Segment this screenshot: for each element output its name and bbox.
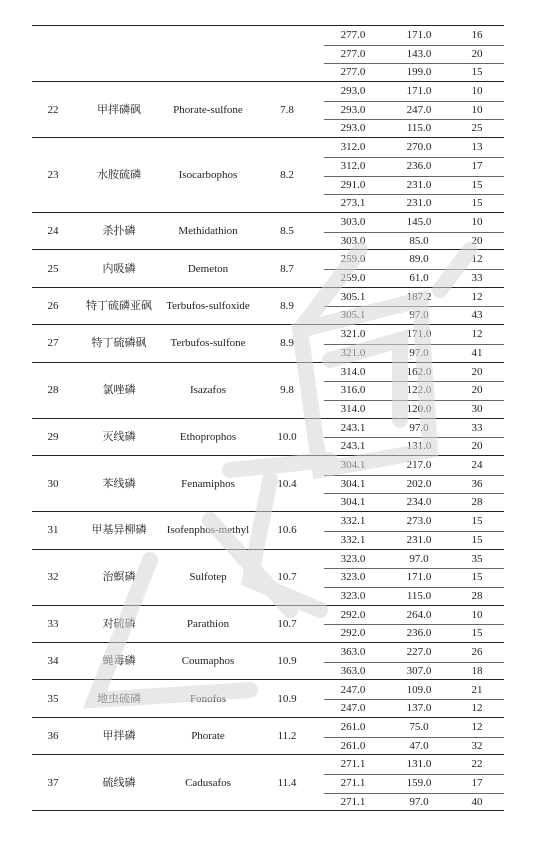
collision-energy: 36 [471,477,483,490]
precursor-ion: 291.0 [340,178,366,191]
retention-time: 10.9 [277,692,297,705]
english-name: Methidathion [178,225,238,238]
collision-energy: 43 [471,309,483,322]
product-ion: 97.0 [409,795,429,808]
precursor-ion: 247.0 [340,702,366,715]
collision-energy: 16 [471,29,483,41]
inner-rule [324,344,504,345]
ion-pair-row [32,419,504,438]
precursor-ion: 273.1 [340,197,366,210]
product-ion: 159.0 [406,776,432,789]
ion-pair-row [32,325,504,344]
english-name: Terbufos-sulfoxide [166,299,250,312]
precursor-ion: 321.0 [340,346,366,359]
retention-time: 11.2 [277,730,297,743]
collision-energy: 12 [471,702,483,715]
precursor-ion: 292.0 [340,608,366,621]
precursor-ion: 363.0 [340,664,366,677]
english-name: Isocarbophos [178,169,238,182]
product-ion: 137.0 [406,702,432,715]
precursor-ion: 277.0 [340,66,366,79]
table-row [32,606,504,643]
product-ion: 217.0 [406,459,432,472]
inner-rule [324,793,504,794]
collision-energy: 28 [471,496,483,509]
chinese-name: 水胺硫磷 [97,169,141,182]
row-number: 24 [47,225,59,238]
precursor-ion: 304.1 [340,496,366,509]
precursor-ion: 261.0 [340,720,366,733]
precursor-ion: 305.1 [340,309,366,322]
collision-energy: 40 [471,795,483,808]
retention-time: 7.8 [280,103,294,116]
collision-energy: 12 [471,290,483,303]
ion-pair-row [32,643,504,662]
precursor-ion: 277.0 [340,29,366,41]
english-name: Parathion [186,617,230,630]
product-ion: 231.0 [406,178,432,191]
precursor-ion: 292.0 [340,627,366,640]
inner-rule [324,624,504,625]
precursor-ion: 277.0 [340,47,366,60]
row-number: 23 [47,169,59,182]
inner-rule [324,774,504,775]
retention-time: 8.9 [280,299,294,312]
collision-energy: 15 [471,533,483,546]
precursor-ion: 247.0 [340,683,366,696]
product-ion: 236.0 [406,159,432,172]
product-ion: 122.0 [406,384,432,397]
row-number: 30 [47,477,59,490]
collision-energy: 20 [471,234,483,247]
chinese-name: 甲拌磷砜 [97,103,141,116]
collision-energy: 10 [471,85,483,98]
precursor-ion: 323.0 [340,552,366,565]
inner-rule [324,119,504,120]
product-ion: 97.0 [409,309,429,322]
precursor-ion: 314.0 [340,365,366,378]
collision-energy: 15 [471,178,483,191]
english-name: Sulfotep [189,571,227,584]
inner-rule [324,437,504,438]
retention-time: 10.9 [277,655,297,668]
collision-energy: 22 [471,758,483,771]
ion-pair-row [32,662,504,681]
row-number: 22 [47,103,59,116]
product-ion: 227.0 [406,646,432,659]
retention-time: 10.4 [277,477,297,490]
product-ion: 162.0 [406,365,432,378]
collision-energy: 26 [471,646,483,659]
table-row [32,325,504,362]
product-ion: 131.0 [406,758,432,771]
ion-pair-row [32,138,504,157]
ion-pair-row [32,400,504,419]
retention-time: 8.2 [280,169,294,182]
precursor-ion: 271.1 [340,795,366,808]
ion-pair-row [32,119,504,138]
inner-rule [324,475,504,476]
retention-time: 10.7 [277,617,297,630]
row-number: 28 [47,384,59,397]
chinese-name: 苯线磷 [102,477,136,490]
row-number: 32 [47,571,59,584]
collision-energy: 10 [471,216,483,228]
precursor-ion: 243.1 [340,421,366,434]
english-name: Coumaphos [181,655,235,668]
chinese-name: 甲拌磷 [102,730,136,743]
ion-pair-row [32,755,504,774]
inner-rule [324,269,504,270]
table-row [32,512,504,549]
precursor-ion: 312.0 [340,141,366,154]
ion-pair-row [32,568,504,587]
product-ion: 89.0 [409,253,429,266]
precursor-ion: 261.0 [340,739,366,752]
chinese-name: 治螟磷 [102,571,136,584]
english-name: Phorate-sulfone [173,103,243,116]
collision-energy: 20 [471,47,483,60]
ion-pair-row [32,681,504,700]
inner-rule [324,381,504,382]
collision-energy: 32 [471,739,483,752]
row-number: 37 [47,776,59,789]
product-ion: 231.0 [406,533,432,546]
precursor-ion: 321.0 [340,328,366,341]
product-ion: 264.0 [406,608,432,621]
precursor-ion: 259.0 [340,253,366,266]
retention-time: 8.9 [280,337,294,350]
chinese-name: 特丁硫磷亚砜 [86,299,152,312]
product-ion: 171.0 [406,29,432,41]
ion-pair-row [32,437,504,456]
row-number: 36 [47,730,59,743]
retention-time: 8.7 [280,262,294,275]
product-ion: 236.0 [406,627,432,640]
collision-energy: 24 [471,459,483,472]
retention-time: 10.0 [277,430,297,443]
product-ion: 97.0 [409,552,429,565]
precursor-ion: 293.0 [340,85,366,98]
chinese-name: 特丁硫磷砜 [91,337,147,350]
product-ion: 273.0 [406,515,432,528]
ion-pair-row [32,456,504,475]
ion-pair-row [32,194,504,213]
collision-energy: 35 [471,552,483,565]
precursor-ion: 323.0 [340,589,366,602]
collision-energy: 13 [471,141,483,154]
precursor-ion: 271.1 [340,758,366,771]
collision-energy: 21 [471,683,483,696]
collision-energy: 30 [471,402,483,415]
inner-rule [324,194,504,195]
retention-time: 10.6 [277,524,297,537]
product-ion: 61.0 [409,272,429,285]
product-ion: 131.0 [406,440,432,453]
ion-pair-row [32,288,504,307]
collision-energy: 28 [471,589,483,602]
row-number: 33 [47,617,59,630]
table-row [32,419,504,456]
ion-pair-row [32,531,504,550]
precursor-ion: 303.0 [340,216,366,228]
precursor-ion: 305.1 [340,290,366,303]
product-ion: 171.0 [406,571,432,584]
ion-pair-row [32,306,504,325]
row-number: 35 [47,692,59,705]
table-row [32,363,504,419]
precursor-ion: 316.0 [340,384,366,397]
table-row [32,456,504,512]
collision-energy: 20 [471,440,483,453]
collision-energy: 41 [471,346,483,359]
collision-energy: 12 [471,328,483,341]
chinese-name: 硫线磷 [102,776,136,789]
collision-energy: 15 [471,627,483,640]
ion-pair-row [32,699,504,718]
collision-energy: 17 [471,776,483,789]
collision-energy: 20 [471,365,483,378]
table-row [32,681,504,718]
product-ion: 171.0 [406,85,432,98]
collision-energy: 15 [471,197,483,210]
ion-pair-row [32,550,504,569]
product-ion: 231.0 [406,197,432,210]
collision-energy: 12 [471,253,483,266]
collision-energy: 10 [471,103,483,116]
chinese-name: 灭线磷 [102,430,136,443]
inner-rule [324,400,504,401]
inner-rule [324,493,504,494]
chinese-name: 蝇毒磷 [102,655,136,668]
product-ion: 109.0 [406,683,432,696]
precursor-ion: 293.0 [340,122,366,135]
chinese-name: 杀扑磷 [102,225,136,238]
ion-pair-row [32,63,504,82]
product-ion: 187.2 [406,290,432,303]
english-name: Fonofos [189,692,227,705]
ion-pair-row [32,624,504,643]
ion-pair-row [32,250,504,269]
inner-rule [324,306,504,307]
precursor-ion: 314.0 [340,402,366,415]
english-name: Ethoprophos [179,430,237,443]
table-row [32,138,504,213]
table-row [32,643,504,680]
row-number: 26 [47,299,59,312]
english-name: Demeton [187,262,229,275]
precursor-ion: 304.1 [340,477,366,490]
inner-rule [324,662,504,663]
precursor-ion: 293.0 [340,103,366,116]
ion-pair-row [32,774,504,793]
ion-pair-row [32,344,504,363]
product-ion: 75.0 [409,720,429,733]
english-name: Terbufos-sulfone [170,337,246,350]
chinese-name: 内吸磷 [102,262,136,275]
ion-pair-row [32,737,504,756]
product-ion: 115.0 [406,589,432,602]
ion-pair-row [32,512,504,531]
row-number: 27 [47,337,59,350]
ion-pair-row [32,82,504,101]
ion-pair-row [32,493,504,512]
ion-pair-row [32,381,504,400]
ion-pair-row [32,101,504,120]
inner-rule [324,699,504,700]
inner-rule [324,737,504,738]
precursor-ion: 304.1 [340,459,366,472]
inner-rule [324,45,504,46]
inner-rule [324,101,504,102]
retention-time: 10.7 [277,571,297,584]
collision-energy: 17 [471,159,483,172]
precursor-ion: 312.0 [340,159,366,172]
collision-energy: 12 [471,720,483,733]
table-row [32,550,504,606]
english-name: Phorate [191,730,225,743]
ion-pair-row [32,232,504,251]
table-row [32,288,504,325]
table-row [32,82,504,138]
row-number: 29 [47,430,59,443]
table-row [32,26,504,82]
collision-energy: 25 [471,122,483,135]
product-ion: 199.0 [406,66,432,79]
ion-pair-row [32,269,504,288]
precursor-ion: 323.0 [340,571,366,584]
precursor-ion: 259.0 [340,272,366,285]
product-ion: 247.0 [406,103,432,116]
table-row [32,755,504,811]
collision-energy: 20 [471,384,483,397]
ion-pair-row [32,213,504,232]
retention-time: 11.4 [277,776,297,789]
chinese-name: 对硫磷 [102,617,136,630]
precursor-ion: 332.1 [340,515,366,528]
inner-rule [324,531,504,532]
collision-energy: 33 [471,421,483,434]
ion-pair-row [32,157,504,176]
ion-pair-row [32,606,504,625]
product-ion: 97.0 [409,346,429,359]
chinese-name: 甲基异柳磷 [91,524,147,537]
precursor-ion: 332.1 [340,533,366,546]
inner-rule [324,63,504,64]
english-name: Isofenphos-methyl [166,524,250,537]
product-ion: 270.0 [406,141,432,154]
table-row [32,718,504,755]
precursor-ion: 303.0 [340,234,366,247]
collision-energy: 15 [471,66,483,79]
row-number: 25 [47,262,59,275]
precursor-ion: 243.1 [340,440,366,453]
ion-pair-row [32,45,504,64]
product-ion: 97.0 [409,421,429,434]
inner-rule [324,157,504,158]
row-number: 31 [47,524,59,537]
precursor-ion: 271.1 [340,776,366,789]
product-ion: 143.0 [406,47,432,60]
product-ion: 115.0 [406,122,432,135]
inner-rule [324,568,504,569]
retention-time: 9.8 [280,384,294,397]
ion-pair-row [32,176,504,195]
row-number: 34 [47,655,59,668]
inner-rule [324,232,504,233]
product-ion: 171.0 [406,328,432,341]
product-ion: 234.0 [406,496,432,509]
retention-time: 8.5 [280,225,294,238]
collision-energy: 33 [471,272,483,285]
precursor-ion: 363.0 [340,646,366,659]
inner-rule [324,176,504,177]
collision-energy: 15 [471,571,483,584]
table-row [32,250,504,287]
product-ion: 145.0 [406,216,432,228]
ion-pair-row [32,475,504,494]
chinese-name: 氯唑磷 [102,384,136,397]
ion-pair-row [32,363,504,382]
ion-pair-row [32,793,504,812]
ion-pair-row [32,26,504,45]
product-ion: 202.0 [406,477,432,490]
product-ion: 85.0 [409,234,429,247]
inner-rule [324,587,504,588]
table-row [32,213,504,250]
product-ion: 120.0 [406,402,432,415]
product-ion: 307.0 [406,664,432,677]
ion-pair-row [32,587,504,606]
english-name: Isazafos [189,384,227,397]
chinese-name: 地虫硫磷 [97,692,141,705]
ion-pair-row [32,718,504,737]
english-name: Fenamiphos [181,477,235,490]
collision-energy: 10 [471,608,483,621]
collision-energy: 18 [471,664,483,677]
english-name: Cadusafos [185,776,231,789]
collision-energy: 15 [471,515,483,528]
product-ion: 47.0 [409,739,429,752]
